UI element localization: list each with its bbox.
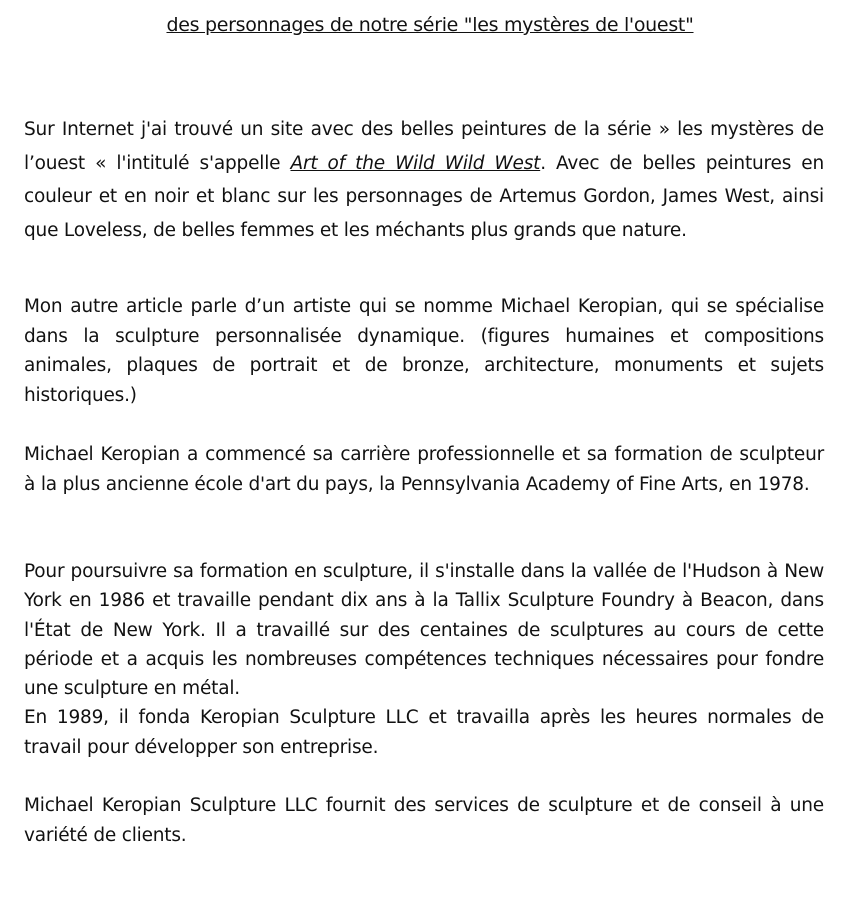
paragraph-text: . Avec de belles peintures en couleur et en noir et blanc sur les personnages de Artemus Gordon, James West, ainsi que Loveless, de belles femmes et les méchants plus grands que nature. bbox=[24, 152, 825, 241]
paragraph-text: En 1989, il fonda Keropian Sculpture LLC et travailla après les heures normales de travail pour développer son entreprise. bbox=[24, 707, 824, 758]
paragraph-internet-site bbox=[24, 113, 824, 247]
paragraph-training bbox=[24, 557, 824, 762]
paragraph-artist-intro: Mon autre article parle d’un artiste qui se nomme Michael Keropian, qui se spécialise dans la sculpture personnalisée dynamique. (figures humaines et compositions animales, plaques de portrait et de bronze, architecture, monuments et sujets historiques.) bbox=[24, 296, 824, 406]
page-title: des personnages de notre série "les mystères de l'ouest" bbox=[166, 14, 694, 36]
paragraph-text: Sur Internet j'ai trouvé un site avec des belles peintures de la série » les mystères de l’ouest « l'intitulé s'appelle bbox=[24, 119, 824, 174]
paragraph-services: Michael Keropian Sculpture LLC fournit des services de sculpture et de conseil à une variété de clients. bbox=[24, 795, 824, 846]
site-title-link[interactable]: Art of the Wild Wild West bbox=[290, 152, 541, 174]
paragraph-text: Pour poursuivre sa formation en sculpture, il s'installe dans la vallée de l'Hudson à New York en 1986 et travaille pendant dix ans à la Tallix Sculpture Foundry à Beacon, dans l'État de New York. Il a travaillé sur des centaines de sculptures au cours de cette période et a acquis les nombreuses compétences techniques nécessaires pour fondre une sculpture en métal. bbox=[24, 561, 824, 700]
paragraph-career-start: Michael Keropian a commencé sa carrière professionnelle et sa formation de sculpteur à la plus ancienne école d'art du pays, la Pennsylvania Academy of Fine Arts, en 1978. bbox=[24, 444, 824, 495]
